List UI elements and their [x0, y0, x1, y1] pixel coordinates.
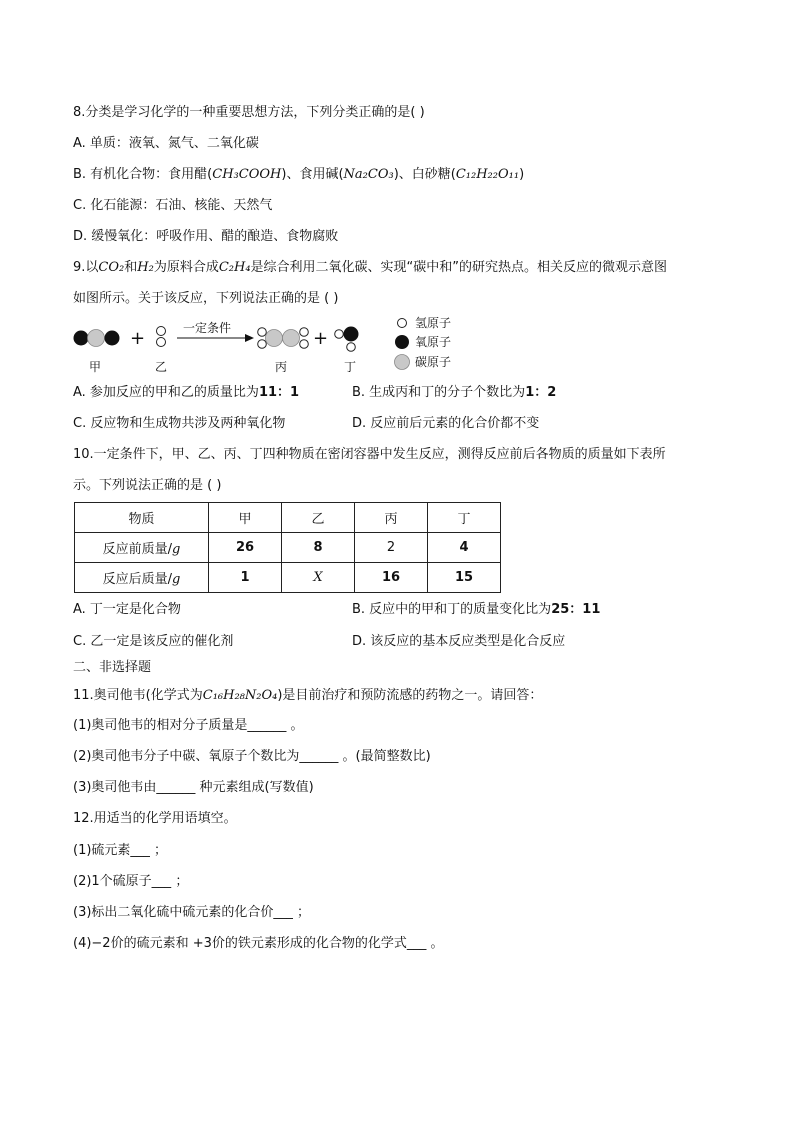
- table-cell: X: [282, 563, 355, 593]
- q11-formula: C₁₆H₂₈N₂O₄: [202, 688, 278, 703]
- table-cell: 16: [355, 563, 428, 593]
- q9-a-ratio: 11：1: [258, 385, 300, 400]
- q10-stem-line2: 示。下列说法正确的是 ( ): [73, 478, 222, 493]
- q11-sub-1: (1)奥司他韦的相对分子质量是______ 。: [73, 718, 304, 733]
- condition-label: 一定条件: [183, 321, 232, 335]
- molecule-bing: [258, 328, 309, 349]
- q12-stem: 12.用适当的化学用语填空。: [73, 811, 237, 826]
- q9-text-4: 是综合利用二氧化碳、实现“碳中和”的研究热点。相关反应的微观示意图: [250, 260, 668, 275]
- q9-option-d: D. 反应前后元素的化合价都不变: [352, 416, 540, 431]
- label-yi: 乙: [155, 360, 168, 374]
- q8-b-text-4: ): [519, 167, 525, 182]
- molecule-ding: [335, 327, 359, 352]
- legend-oxygen: 氧原子: [415, 335, 452, 349]
- row-unit: g: [172, 542, 181, 557]
- row-unit: g: [172, 572, 181, 587]
- q9-stem-line1: [73, 259, 667, 277]
- q12-sub-1: (1)硫元素___ ；: [73, 843, 168, 858]
- q9-formula-co2: CO₂: [98, 260, 125, 275]
- label-ding: 丁: [344, 360, 357, 374]
- label-jia: 甲: [89, 360, 102, 374]
- q11-sub-2: (2)奥司他韦分子中碳、氧原子个数比为______ 。(最简整数比): [73, 749, 431, 764]
- q9-formula-c2h4: C₂H₄: [218, 260, 251, 275]
- reaction-arrow: [177, 334, 254, 342]
- q11-sub-3: (3)奥司他韦由______ 种元素组成(写数值): [73, 780, 314, 795]
- table-cell: 2: [355, 533, 428, 563]
- q8-b-text-3: )、白砂糖(: [393, 167, 456, 182]
- legend-hydrogen: 氢原子: [415, 316, 452, 330]
- q10-option-a: A. 丁一定是化合物: [73, 602, 181, 617]
- q9-text-2: 和: [124, 260, 138, 275]
- q8-option-b: [73, 166, 524, 184]
- q12-sub-3: (3)标出二氧化硫中硫元素的化合价___ ；: [73, 905, 311, 920]
- table-row: [75, 533, 501, 563]
- label-bing: 丙: [275, 360, 288, 374]
- q10-option-c: C. 乙一定是该反应的催化剂: [73, 634, 234, 649]
- legend: [395, 316, 452, 370]
- q10-option-d: D. 该反应的基本反应类型是化合反应: [352, 634, 566, 649]
- q8-b-formula-2: Na₂CO₃: [343, 167, 394, 182]
- q8-option-c: C. 化石能源：石油、核能、天然气: [73, 198, 273, 213]
- reaction-diagram: [70, 312, 470, 376]
- q10-b-text: B. 反应中的甲和丁的质量变化比为: [352, 602, 552, 617]
- q8-option-d: D. 缓慢氧化：呼吸作用、醋的酿造、食物腐败: [73, 229, 339, 244]
- molecule-jia: [74, 330, 120, 347]
- q11-text-1: 11.奥司他韦(化学式为: [73, 688, 203, 703]
- q9-b-text: B. 生成丙和丁的分子个数比为: [352, 385, 526, 400]
- q11-stem: [73, 687, 542, 705]
- plus-sign-2: +: [313, 328, 329, 349]
- table-cell: 15: [428, 563, 501, 593]
- table-header-row: [75, 503, 501, 533]
- table-cell: 8: [282, 533, 355, 563]
- q9-stem-line2: 如图所示。关于该反应，下列说法正确的是 ( ): [73, 291, 339, 306]
- table-header-cell: 丁: [428, 503, 501, 533]
- q12-sub-2: (2)1个硫原子___ ；: [73, 874, 189, 889]
- row-label: [75, 533, 209, 563]
- q12-sub-4: (4)−2价的硫元素和 +3价的铁元素形成的化合物的化学式___ 。: [73, 936, 444, 951]
- q9-option-a: [73, 384, 299, 402]
- q9-option-b: [352, 384, 556, 402]
- plus-sign-1: +: [130, 328, 146, 349]
- q8-b-text-2: )、食用碱(: [281, 167, 344, 182]
- q10-stem-line1: 10.一定条件下，甲、乙、丙、丁四种物质在密闭容器中发生反应，测得反应前后各物质的质量如下表所: [73, 447, 666, 462]
- mass-table: [74, 502, 501, 593]
- table-header-cell: 乙: [282, 503, 355, 533]
- q8-stem: 8.分类是学习化学的一种重要思想方法，下列分类正确的是( ): [73, 105, 425, 120]
- q9-text-1: 9.以: [73, 260, 99, 275]
- table-row: [75, 563, 501, 593]
- table-cell: 4: [428, 533, 501, 563]
- molecule-yi: [157, 327, 166, 347]
- q8-b-formula-1: CH₃COOH: [212, 167, 282, 182]
- row-label-text: 反应后质量/: [102, 572, 173, 587]
- q9-text-3: 为原料合成: [153, 260, 219, 275]
- row-label-text: 反应前质量/: [102, 542, 173, 557]
- q8-b-formula-3: C₁₂H₂₂O₁₁: [455, 167, 520, 182]
- q9-formula-h2: H₂: [137, 260, 154, 275]
- q8-b-text: B. 有机化合物：食用醋(: [73, 167, 213, 182]
- q9-b-ratio: 1：2: [525, 385, 557, 400]
- q10-b-ratio: 25：11: [551, 602, 601, 617]
- table-cell: 1: [209, 563, 282, 593]
- table-cell: 26: [209, 533, 282, 563]
- table-header-cell: 丙: [355, 503, 428, 533]
- table-header-cell: 甲: [209, 503, 282, 533]
- q10-option-b: [352, 601, 600, 619]
- table-header-cell: 物质: [75, 503, 209, 533]
- q9-a-text: A. 参加反应的甲和乙的质量比为: [73, 385, 259, 400]
- legend-carbon: 碳原子: [415, 355, 452, 369]
- q8-option-a: A. 单质：液氧、氮气、二氧化碳: [73, 136, 259, 151]
- q9-option-c: C. 反应物和生成物共涉及两种氧化物: [73, 416, 286, 431]
- section-heading: 二、非选择题: [73, 660, 152, 675]
- q11-text-2: )是目前治疗和预防流感的药物之一。请回答：: [277, 688, 543, 703]
- row-label: [75, 563, 209, 593]
